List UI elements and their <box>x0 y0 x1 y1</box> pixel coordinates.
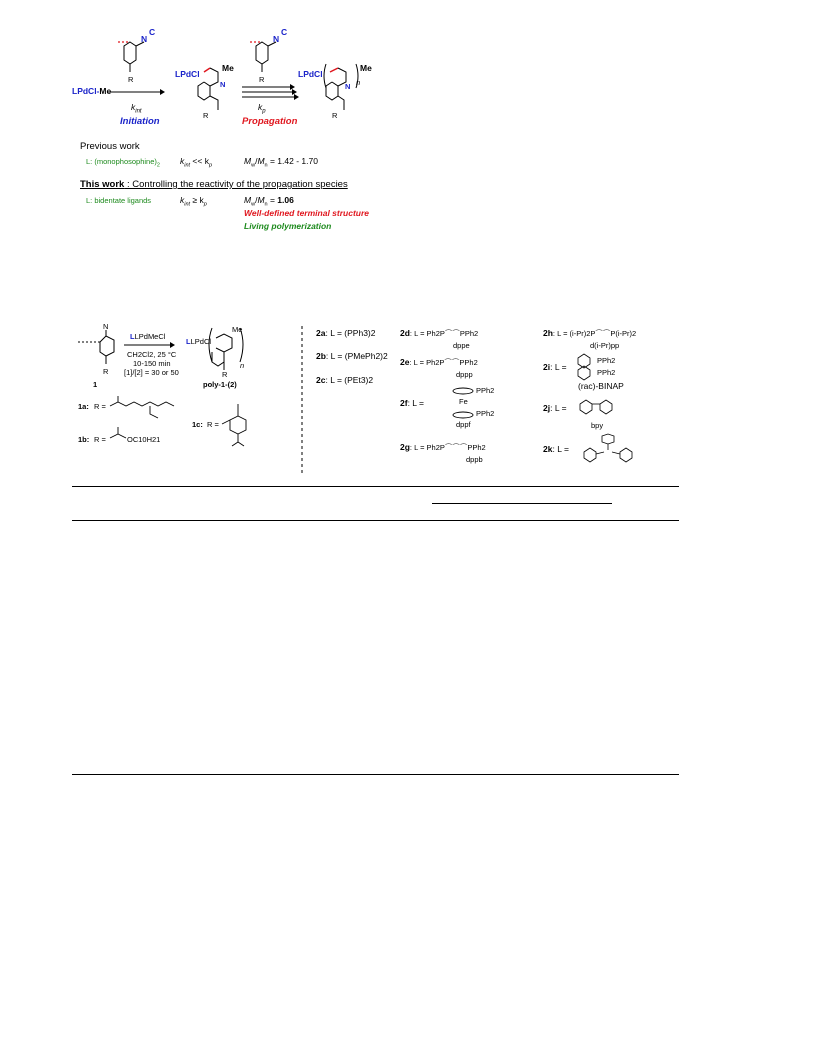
table-bottom-rule <box>72 774 679 775</box>
solvent-label: CH2Cl2, 25 °C <box>127 350 177 359</box>
ligand-2a: 2a: L = (PPh3)2 <box>316 328 376 338</box>
initiator-label <box>72 86 111 96</box>
binap-pph2-bottom: PPh2 <box>597 368 616 377</box>
ligand-2b: 2b: L = (PMePh2)2 <box>316 351 388 361</box>
n-subscript: n <box>356 78 361 87</box>
ligand-2e: 2e: L = Ph2P⌒⌒PPh2 <box>400 357 478 367</box>
ligand-2d: 2d: L = Ph2P⌒⌒PPh2 <box>400 328 479 338</box>
bpy-structure <box>578 396 618 416</box>
arrow-propagation <box>242 84 300 100</box>
monomer-n-label-1: N <box>141 34 148 44</box>
ligand-2i-name: (rac)-BINAP <box>578 381 624 391</box>
sub-1c-label: 1c: <box>192 420 203 429</box>
poly-structure <box>206 322 250 380</box>
living-label: Living polymerization <box>244 221 332 231</box>
ligand-2h: 2h: L = (i-Pr)2P⌒⌒P(i-Pr)2 <box>543 328 637 338</box>
ferrocene-pph2-top: PPh2 <box>476 386 495 395</box>
lpdcl-intermediate: LPdCl <box>175 69 200 79</box>
ligand-2g-name: dppb <box>466 455 483 464</box>
me-text: Me <box>99 86 112 96</box>
sub-1b-req: R = <box>94 435 106 444</box>
ligand-2k-structure <box>578 432 638 464</box>
monomer-1-label: 1 <box>93 380 98 389</box>
sub-1a-req: R = <box>94 402 106 411</box>
r-label-2: R <box>203 111 209 120</box>
me-polymer: Me <box>360 63 372 73</box>
sub-1a-structure <box>108 392 178 422</box>
monomer-1-n: N <box>103 322 109 331</box>
ferrocene-fe: Fe <box>459 397 468 406</box>
time-label: 10-150 min <box>133 359 171 368</box>
ring-n-intermediate: N <box>220 80 226 89</box>
sub-1c-req: R = <box>207 420 219 429</box>
ligand-2j-name: bpy <box>591 421 604 430</box>
initiation-label: Initiation <box>120 116 160 127</box>
table-header-subrule <box>432 503 612 504</box>
ligand-2h-name: d(i-Pr)pp <box>590 341 620 350</box>
r-label-3: R <box>259 75 265 84</box>
ligand-2f: 2f: L = <box>400 398 425 408</box>
table-top-rule <box>72 486 679 487</box>
ligand-2j: 2j: L = <box>543 403 567 413</box>
table-header-rule <box>72 520 679 521</box>
prev-rate-relation: $k_{int} << k_p$ <box>180 156 213 169</box>
poly-r: R <box>222 370 228 379</box>
monomer-structure-2 <box>242 32 302 92</box>
monomer-structure-1 <box>110 32 170 92</box>
k-p-label: $k_p$ <box>258 102 266 115</box>
prev-dispersity: $M_w/M_n = 1.42 - 1.70$ <box>244 156 318 169</box>
ligand-2f-name: dppf <box>456 420 471 429</box>
ligand-2c: 2c: L = (PEt3)2 <box>316 375 374 385</box>
monomer-c-label-1: C <box>149 27 156 37</box>
binap-pph2-top: PPh2 <box>597 356 616 365</box>
monomer-c-label-2: C <box>281 27 288 37</box>
this-work-title: This work : Controlling the reactivity of the propagation species <box>80 179 348 190</box>
lpdcl-text: LPdCl- <box>72 86 100 96</box>
lpdcl-polymer: LPdCl <box>298 69 323 79</box>
r-label-1: R <box>128 75 134 84</box>
propagation-label: Propagation <box>242 116 298 127</box>
ligand-2d-name: dppe <box>453 341 470 350</box>
ratio-label: [1]/[2] = 30 or 50 <box>124 368 179 377</box>
arrow-initiation <box>108 88 166 96</box>
r-label-4: R <box>332 111 338 120</box>
poly-me: Me <box>232 325 243 334</box>
sub-1c-structure <box>220 398 260 450</box>
ring-n-polymer: N <box>345 82 351 91</box>
polymerization-arrow <box>124 341 176 349</box>
ligand-2k: 2k: L = <box>543 444 569 454</box>
scheme-divider <box>300 326 304 476</box>
monomer-1-structure <box>76 326 128 376</box>
this-ligand: L: bidentate ligands <box>86 196 152 205</box>
sub-1b-label: 1b: <box>78 435 90 444</box>
this-dispersity: $M_w/M_n = 1.06$ <box>244 195 294 208</box>
ligand-2i: 2i: L = <box>543 362 567 372</box>
ligand-2g: 2g: L = Ph2P⌒⌒⌒PPh2 <box>400 442 486 452</box>
ferrocene-pph2-bottom: PPh2 <box>476 409 495 418</box>
this-rate-relation: $k_{int} \ge k_p$ <box>180 195 207 208</box>
monomer-1-r: R <box>103 367 109 376</box>
sub-1b-oc10: OC10H21 <box>127 435 161 444</box>
prev-ligand: L: $(monophosophine)_2$ <box>86 157 160 169</box>
catalyst-label: LLPdMeCl <box>130 332 166 341</box>
poly-n: n <box>240 361 245 370</box>
monomer-n-label-2: N <box>273 34 280 44</box>
previous-work-title: Previous work <box>80 141 140 152</box>
sub-1a-label: 1a: <box>78 402 89 411</box>
poly-lpdcl: LLPdCl <box>186 337 212 346</box>
polymer-label: poly-1-(2) <box>203 380 237 389</box>
well-defined-label: Well-defined terminal structure <box>244 208 370 218</box>
me-intermediate: Me <box>222 63 234 73</box>
k-int-label: $k_{int}$ <box>131 102 142 115</box>
ligand-2e-name: dppp <box>456 370 473 379</box>
